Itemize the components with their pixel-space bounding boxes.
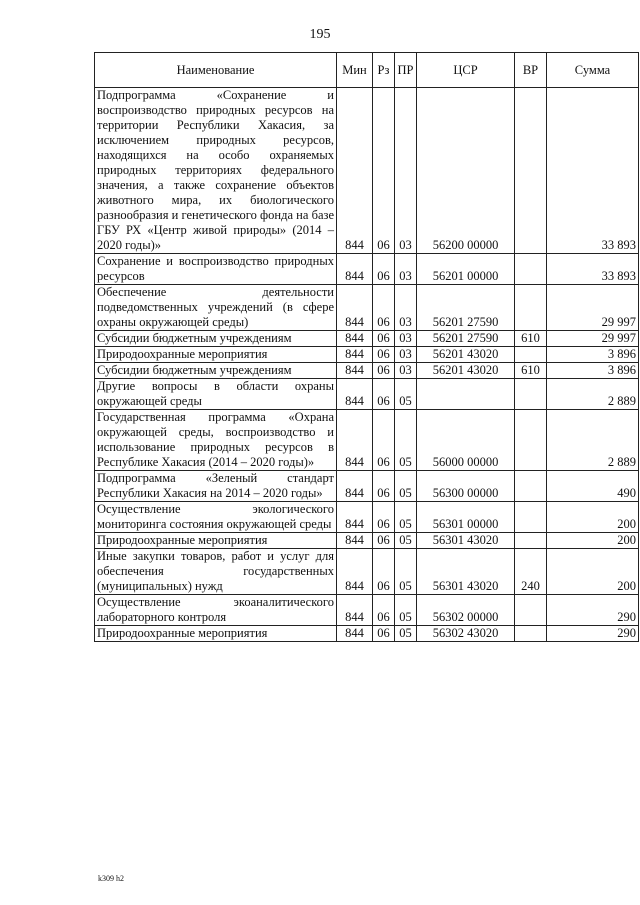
row-csr: 56201 27590 [417, 331, 515, 347]
row-pr: 05 [395, 502, 417, 533]
row-min: 844 [337, 363, 373, 379]
row-min: 844 [337, 626, 373, 642]
row-pr: 05 [395, 533, 417, 549]
footer-code: k309 h2 [98, 874, 124, 883]
row-rz: 06 [373, 595, 395, 626]
row-csr: 56301 00000 [417, 502, 515, 533]
row-name: Природоохранные мероприятия [95, 533, 337, 549]
row-vr [515, 347, 547, 363]
row-csr: 56300 00000 [417, 471, 515, 502]
row-vr [515, 626, 547, 642]
table-row [95, 363, 639, 379]
row-pr: 03 [395, 331, 417, 347]
row-min: 844 [337, 88, 373, 254]
table-row [95, 285, 639, 331]
table-row [95, 88, 639, 254]
row-name: Субсидии бюджетным учреждениям [95, 363, 337, 379]
row-csr: 56201 43020 [417, 347, 515, 363]
row-name: Осуществление экоаналитического лабораторного контроля [95, 595, 337, 626]
row-pr: 05 [395, 595, 417, 626]
row-name: Сохранение и воспроизводство природных ресурсов [95, 254, 337, 285]
row-min: 844 [337, 285, 373, 331]
row-min: 844 [337, 379, 373, 410]
row-rz: 06 [373, 363, 395, 379]
row-sum: 29 997 [547, 285, 639, 331]
row-name: Осуществление экологического мониторинга состояния окружающей среды [95, 502, 337, 533]
row-sum: 2 889 [547, 379, 639, 410]
row-vr: 610 [515, 363, 547, 379]
row-rz: 06 [373, 626, 395, 642]
row-vr [515, 502, 547, 533]
table-row [95, 595, 639, 626]
row-csr: 56302 00000 [417, 595, 515, 626]
row-vr [515, 410, 547, 471]
row-csr: 56200 00000 [417, 88, 515, 254]
row-sum: 200 [547, 549, 639, 595]
row-vr [515, 379, 547, 410]
header-rz: Рз [373, 53, 395, 88]
row-min: 844 [337, 331, 373, 347]
table-header-row [95, 53, 639, 88]
row-sum: 29 997 [547, 331, 639, 347]
row-vr [515, 471, 547, 502]
row-pr: 05 [395, 410, 417, 471]
row-sum: 200 [547, 502, 639, 533]
row-rz: 06 [373, 254, 395, 285]
table-row [95, 410, 639, 471]
table-row [95, 254, 639, 285]
row-min: 844 [337, 471, 373, 502]
header-name: Наименование [95, 53, 337, 88]
row-min: 844 [337, 254, 373, 285]
table-row [95, 533, 639, 549]
header-min: Мин [337, 53, 373, 88]
row-sum: 490 [547, 471, 639, 502]
row-name: Природоохранные мероприятия [95, 347, 337, 363]
row-vr [515, 254, 547, 285]
row-min: 844 [337, 549, 373, 595]
header-csr: ЦСР [417, 53, 515, 88]
row-sum: 3 896 [547, 347, 639, 363]
row-csr: 56301 43020 [417, 549, 515, 595]
table-row [95, 331, 639, 347]
row-name: Природоохранные мероприятия [95, 626, 337, 642]
row-sum: 33 893 [547, 254, 639, 285]
row-name: Другие вопросы в области охраны окружающей среды [95, 379, 337, 410]
row-csr: 56000 00000 [417, 410, 515, 471]
row-pr: 03 [395, 363, 417, 379]
row-rz: 06 [373, 347, 395, 363]
row-csr: 56302 43020 [417, 626, 515, 642]
row-rz: 06 [373, 533, 395, 549]
row-csr: 56201 43020 [417, 363, 515, 379]
row-name: Субсидии бюджетным учреждениям [95, 331, 337, 347]
row-sum: 2 889 [547, 410, 639, 471]
header-vr: ВР [515, 53, 547, 88]
row-rz: 06 [373, 331, 395, 347]
table-row [95, 471, 639, 502]
row-pr: 03 [395, 285, 417, 331]
row-pr: 03 [395, 254, 417, 285]
row-vr: 610 [515, 331, 547, 347]
row-pr: 03 [395, 347, 417, 363]
row-rz: 06 [373, 379, 395, 410]
table-row [95, 379, 639, 410]
row-pr: 05 [395, 549, 417, 595]
row-csr [417, 379, 515, 410]
row-sum: 290 [547, 626, 639, 642]
row-name: Обеспечение деятельности подведомственных учреждений (в сфере охраны окружающей среды) [95, 285, 337, 331]
row-pr: 05 [395, 379, 417, 410]
row-min: 844 [337, 595, 373, 626]
table-row [95, 502, 639, 533]
row-rz: 06 [373, 471, 395, 502]
row-rz: 06 [373, 285, 395, 331]
row-sum: 200 [547, 533, 639, 549]
row-csr: 56201 27590 [417, 285, 515, 331]
table-row [95, 549, 639, 595]
row-pr: 05 [395, 626, 417, 642]
row-rz: 06 [373, 502, 395, 533]
row-min: 844 [337, 502, 373, 533]
row-rz: 06 [373, 88, 395, 254]
table-row [95, 347, 639, 363]
row-csr: 56301 43020 [417, 533, 515, 549]
row-name: Подпрограмма «Зеленый стандарт Республики Хакасия на 2014 – 2020 годы» [95, 471, 337, 502]
row-vr [515, 595, 547, 626]
row-min: 844 [337, 533, 373, 549]
header-pr: ПР [395, 53, 417, 88]
row-sum: 290 [547, 595, 639, 626]
row-pr: 05 [395, 471, 417, 502]
row-vr [515, 285, 547, 331]
row-min: 844 [337, 347, 373, 363]
row-csr: 56201 00000 [417, 254, 515, 285]
row-sum: 3 896 [547, 363, 639, 379]
row-pr: 03 [395, 88, 417, 254]
row-rz: 06 [373, 549, 395, 595]
budget-table [94, 52, 639, 642]
row-vr [515, 88, 547, 254]
table-row [95, 626, 639, 642]
row-min: 844 [337, 410, 373, 471]
row-name: Иные закупки товаров, работ и услуг для обеспечения государственных (муниципальных) нужд [95, 549, 337, 595]
page-number: 195 [309, 27, 331, 42]
header-sum: Сумма [547, 53, 639, 88]
row-name: Государственная программа «Охрана окружающей среды, воспроизводство и использование природных ресурсов в Республике Хакасия (2014 – 2020 годы)» [95, 410, 337, 471]
row-vr [515, 533, 547, 549]
row-rz: 06 [373, 410, 395, 471]
row-sum: 33 893 [547, 88, 639, 254]
row-vr: 240 [515, 549, 547, 595]
row-name: Подпрограмма «Сохранение и воспроизводство природных ресурсов на территории Республики Хакасия, за исключением природных ресурсов, находящихся на особо охраняемых природных территориях федерального значения, а также сохранение объектов животного мира, их биологического разнообразия и генетического фонда на базе ГБУ РХ «Центр живой природы» (2014 – 2020 годы)» [95, 88, 337, 254]
